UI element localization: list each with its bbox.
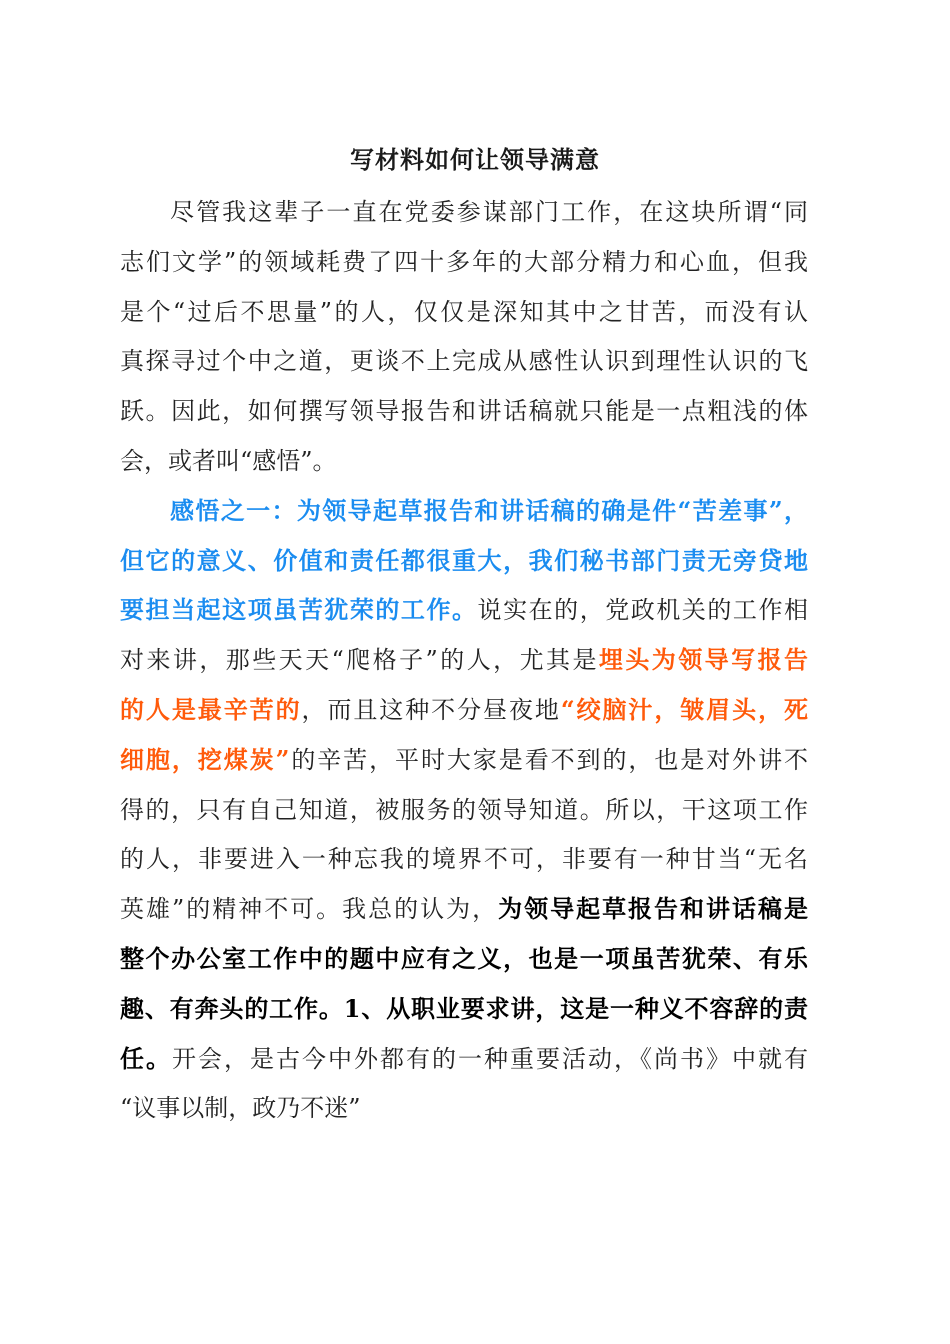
text-run: 跃。因此，如何撰写领导报告和讲话稿就只能是一点粗浅的体 — [120, 397, 808, 426]
bold-highlight-text: 趣、有奔头的工作。1、从职业要求讲，这是一种义不容辞的责 — [120, 993, 808, 1023]
text-run: 的辛苦，平时大家是看不到的，也是对外讲不 — [289, 745, 808, 774]
text-run: 会，或者叫“感悟”。 — [120, 446, 337, 475]
text-line — [120, 1043, 808, 1093]
blue-highlight-text: 但它的意义、价值和责任都很重大，我们秘书部门责无旁贷地 — [120, 545, 808, 575]
text-run: 开会，是古今中外都有的一种重要活动，《尚书》中就有 — [172, 1044, 808, 1073]
text-line — [120, 843, 808, 893]
text-line — [120, 943, 808, 993]
text-run: “议事以制，政乃不迷” — [120, 1094, 361, 1123]
text-line — [120, 445, 808, 495]
text-line — [120, 545, 808, 595]
blue-highlight-text: 感悟之一：为领导起草报告和讲话稿的确是件“苦差事”， — [170, 495, 808, 525]
text-run: 的人，非要进入一种忘我的境界不可，非要有一种甘当“无名 — [120, 845, 808, 874]
text-line — [120, 296, 808, 346]
text-line — [120, 644, 808, 694]
text-run: 志们文学”的领域耗费了四十多年的大部分精力和心血，但我 — [120, 247, 808, 276]
text-line — [120, 395, 808, 445]
text-run: 说实在的，党政机关的工作相 — [477, 596, 809, 625]
text-line — [120, 594, 808, 644]
text-line — [120, 1092, 808, 1142]
text-run: 是个“过后不思量”的人，仅仅是深知其中之甘苦，而没有认 — [120, 297, 808, 326]
blue-highlight-text: 要担当起这项虽苦犹荣的工作。 — [120, 595, 478, 625]
text-run: 对来讲，那些天天“爬格子”的人，尤其是 — [120, 646, 599, 675]
text-line — [120, 694, 808, 744]
orange-highlight-text: 埋头为领导写报告 — [598, 645, 809, 675]
orange-highlight-text: “绞脑汁，皱眉头，死 — [560, 694, 809, 724]
text-run: 真探寻过个中之道，更谈不上完成从感性认识到理性认识的飞 — [120, 347, 808, 376]
text-line — [120, 345, 808, 395]
text-run: 尽管我这辈子一直在党委参谋部门工作，在这块所谓“同 — [170, 198, 808, 226]
text-run: 得的，只有自己知道，被服务的领导知道。所以，干这项工作 — [120, 795, 808, 824]
text-line — [120, 744, 808, 794]
text-line — [120, 196, 808, 246]
text-line — [120, 794, 808, 844]
document-body — [120, 196, 808, 1142]
bold-highlight-text: 任。 — [120, 1043, 172, 1073]
orange-highlight-text: 细胞，挖煤炭” — [120, 744, 290, 774]
text-run: ，而且这种不分昼夜地 — [301, 695, 561, 724]
bold-highlight-text: 为领导起草报告和讲话稿是 — [498, 894, 808, 924]
text-line — [120, 246, 808, 296]
bold-highlight-text: 整个办公室工作中的题中应有之义，也是一项虽苦犹荣、有乐 — [120, 943, 808, 973]
text-run: 英雄”的精神不可。我总的认为， — [120, 895, 499, 924]
text-line — [120, 993, 808, 1043]
text-line — [120, 893, 808, 943]
document-title: 写材料如何让领导满意 — [350, 145, 600, 174]
orange-highlight-text: 的人是最辛苦的 — [120, 694, 302, 724]
text-line — [120, 495, 808, 545]
